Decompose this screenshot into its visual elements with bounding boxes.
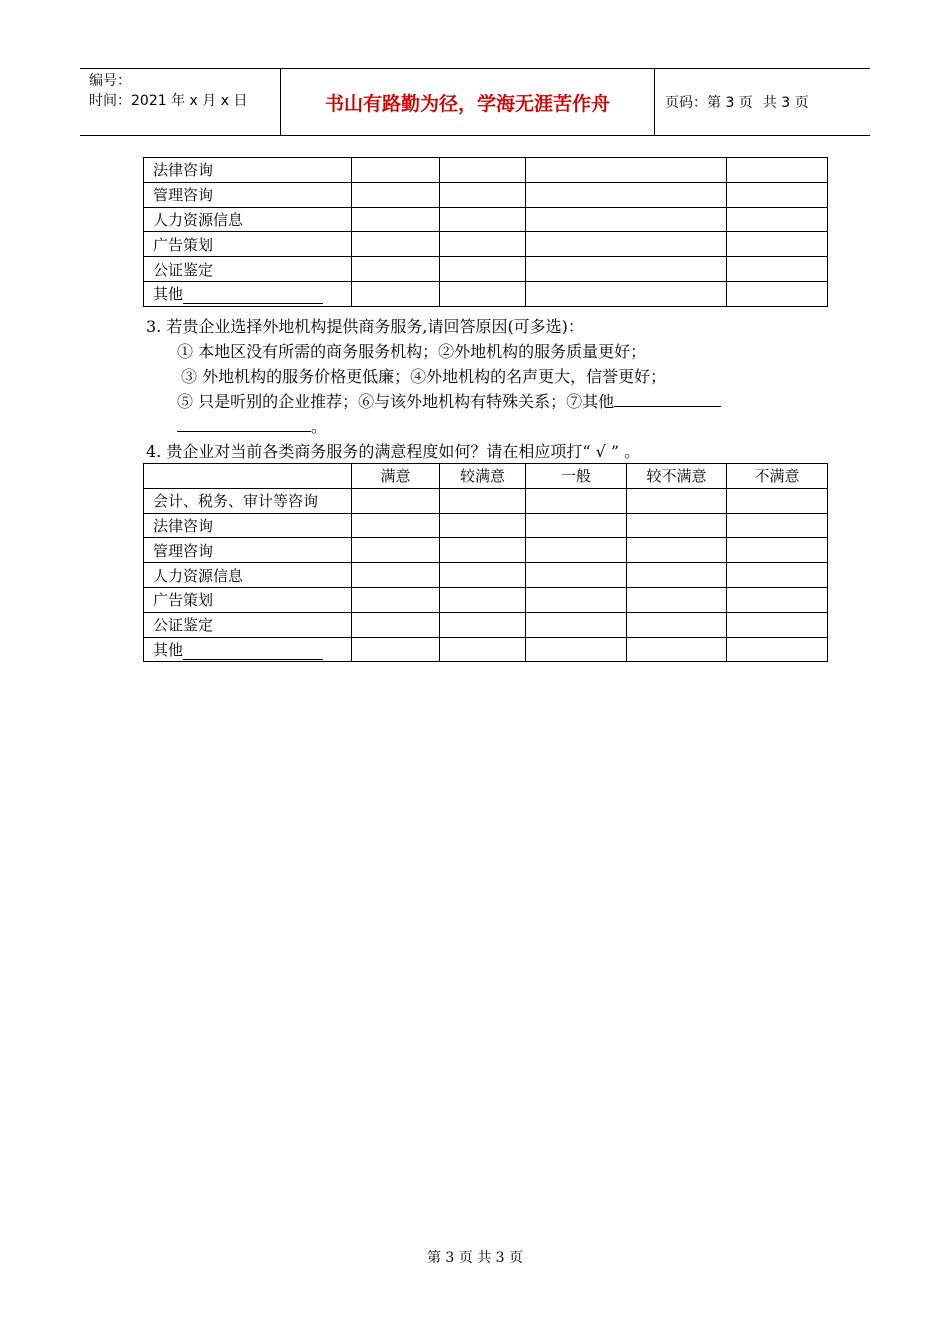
answer-cell[interactable]	[440, 207, 526, 232]
row-label: 法律咨询	[144, 158, 352, 183]
question-3-option-line-4	[177, 416, 327, 438]
service-usage-table	[143, 157, 828, 307]
table-header-row	[144, 464, 828, 489]
question-3-title: 3. 若贵企业选择外地机构提供商务服务,请回答原因(可多选)：	[146, 317, 584, 336]
row-label: 人力资源信息	[144, 563, 352, 588]
rating-cell[interactable]	[727, 538, 828, 563]
table-row	[144, 612, 828, 637]
row-label-other	[144, 281, 352, 306]
answer-cell[interactable]	[440, 257, 526, 282]
rating-cell[interactable]	[526, 563, 627, 588]
rating-cell[interactable]	[440, 538, 526, 563]
rating-cell[interactable]	[352, 612, 440, 637]
rating-cell[interactable]	[526, 513, 627, 538]
other-fill-blank[interactable]	[183, 645, 323, 660]
page-footer: 第 3 页 共 3 页	[426, 1250, 524, 1266]
rating-cell[interactable]	[627, 637, 727, 662]
header-total-label: 共 3 页	[762, 95, 809, 111]
row-label: 公证鉴定	[144, 257, 352, 282]
header-page-label: 页码：第 3 页	[665, 95, 753, 111]
answer-cell[interactable]	[526, 281, 727, 306]
rating-cell[interactable]	[352, 637, 440, 662]
answer-cell[interactable]	[727, 182, 828, 207]
document-time-label: 时间：2021 年 x 月 x 日	[89, 93, 248, 109]
question-3-option-text: ⑤ 只是听别的企业推荐；⑥与该外地机构有特殊关系；⑦其他	[177, 392, 615, 411]
rating-cell[interactable]	[727, 513, 828, 538]
rating-cell[interactable]	[627, 587, 727, 612]
answer-cell[interactable]	[352, 232, 440, 257]
table-row	[144, 232, 828, 257]
rating-cell[interactable]	[352, 587, 440, 612]
question-3-option-line-1: ① 本地区没有所需的商务服务机构；②外地机构的服务质量更好；	[177, 342, 647, 361]
header-cell-fairly-satisfied: 较满意	[440, 464, 526, 489]
rating-cell[interactable]	[627, 513, 727, 538]
rating-cell[interactable]	[627, 538, 727, 563]
document-number-label: 编号：	[89, 73, 131, 89]
table-row	[144, 587, 828, 612]
rating-cell[interactable]	[440, 587, 526, 612]
rating-cell[interactable]	[440, 488, 526, 513]
question-4-title: 4. 贵企业对当前各类商务服务的满意程度如何？请在相应项打“ √ ” 。	[146, 442, 641, 461]
header-cell-dissatisfied: 不满意	[727, 464, 828, 489]
answer-cell[interactable]	[352, 158, 440, 183]
answer-cell[interactable]	[727, 281, 828, 306]
row-label: 广告策划	[144, 587, 352, 612]
table-row	[144, 563, 828, 588]
header-cell-satisfied: 满意	[352, 464, 440, 489]
table-row	[144, 182, 828, 207]
answer-cell[interactable]	[526, 207, 727, 232]
rating-cell[interactable]	[440, 563, 526, 588]
rating-cell[interactable]	[727, 488, 828, 513]
table-row	[144, 257, 828, 282]
rating-cell[interactable]	[526, 538, 627, 563]
rating-cell[interactable]	[352, 513, 440, 538]
answer-cell[interactable]	[727, 207, 828, 232]
rating-cell[interactable]	[727, 637, 828, 662]
answer-cell[interactable]	[352, 257, 440, 282]
header-cell-fairly-dissatisfied: 较不满意	[627, 464, 727, 489]
question-3-other-blank[interactable]	[614, 391, 721, 407]
header-cell-empty	[144, 464, 352, 489]
question-3-option-line-2: ③ 外地机构的服务价格更低廉；④外地机构的名声更大，信誉更好；	[181, 367, 667, 386]
header-page-info	[655, 69, 870, 135]
rating-cell[interactable]	[627, 612, 727, 637]
rating-cell[interactable]	[526, 637, 627, 662]
table-row	[144, 158, 828, 183]
rating-cell[interactable]	[526, 587, 627, 612]
rating-cell[interactable]	[440, 637, 526, 662]
question-3-other-blank-continued[interactable]	[177, 416, 311, 432]
row-label: 管理咨询	[144, 182, 352, 207]
rating-cell[interactable]	[526, 488, 627, 513]
header-meta	[80, 69, 281, 135]
other-fill-blank[interactable]	[183, 289, 323, 304]
answer-cell[interactable]	[727, 158, 828, 183]
answer-cell[interactable]	[440, 281, 526, 306]
rating-cell[interactable]	[526, 612, 627, 637]
row-label: 法律咨询	[144, 513, 352, 538]
table-row	[144, 488, 828, 513]
row-label: 公证鉴定	[144, 612, 352, 637]
row-label: 会计、税务、审计等咨询	[144, 488, 352, 513]
rating-cell[interactable]	[727, 563, 828, 588]
answer-cell[interactable]	[440, 182, 526, 207]
table-row	[144, 513, 828, 538]
other-label: 其他	[153, 285, 184, 304]
rating-cell[interactable]	[440, 513, 526, 538]
answer-cell[interactable]	[526, 232, 727, 257]
row-label-other	[144, 637, 352, 662]
rating-cell[interactable]	[352, 538, 440, 563]
table-row	[144, 207, 828, 232]
table-row	[144, 281, 828, 306]
answer-cell[interactable]	[727, 232, 828, 257]
rating-cell[interactable]	[627, 488, 727, 513]
rating-cell[interactable]	[627, 563, 727, 588]
answer-cell[interactable]	[352, 207, 440, 232]
table-row	[144, 637, 828, 662]
row-label: 管理咨询	[144, 538, 352, 563]
answer-cell[interactable]	[352, 281, 440, 306]
answer-cell[interactable]	[440, 158, 526, 183]
answer-cell[interactable]	[440, 232, 526, 257]
rating-cell[interactable]	[352, 563, 440, 588]
satisfaction-table	[143, 463, 828, 662]
page-header	[80, 68, 870, 136]
other-label: 其他	[153, 640, 184, 659]
header-cell-neutral: 一般	[526, 464, 627, 489]
question-3-end-mark: 。	[311, 417, 328, 436]
question-3-option-line-3	[177, 391, 721, 413]
header-motto: 书山有路勤为径，学海无涯苦作舟	[281, 69, 655, 135]
rating-cell[interactable]	[440, 612, 526, 637]
answer-cell[interactable]	[526, 182, 727, 207]
answer-cell[interactable]	[352, 182, 440, 207]
row-label: 广告策划	[144, 232, 352, 257]
answer-cell[interactable]	[727, 257, 828, 282]
table-row	[144, 538, 828, 563]
answer-cell[interactable]	[526, 257, 727, 282]
rating-cell[interactable]	[727, 587, 828, 612]
rating-cell[interactable]	[352, 488, 440, 513]
rating-cell[interactable]	[727, 612, 828, 637]
answer-cell[interactable]	[526, 158, 727, 183]
row-label: 人力资源信息	[144, 207, 352, 232]
